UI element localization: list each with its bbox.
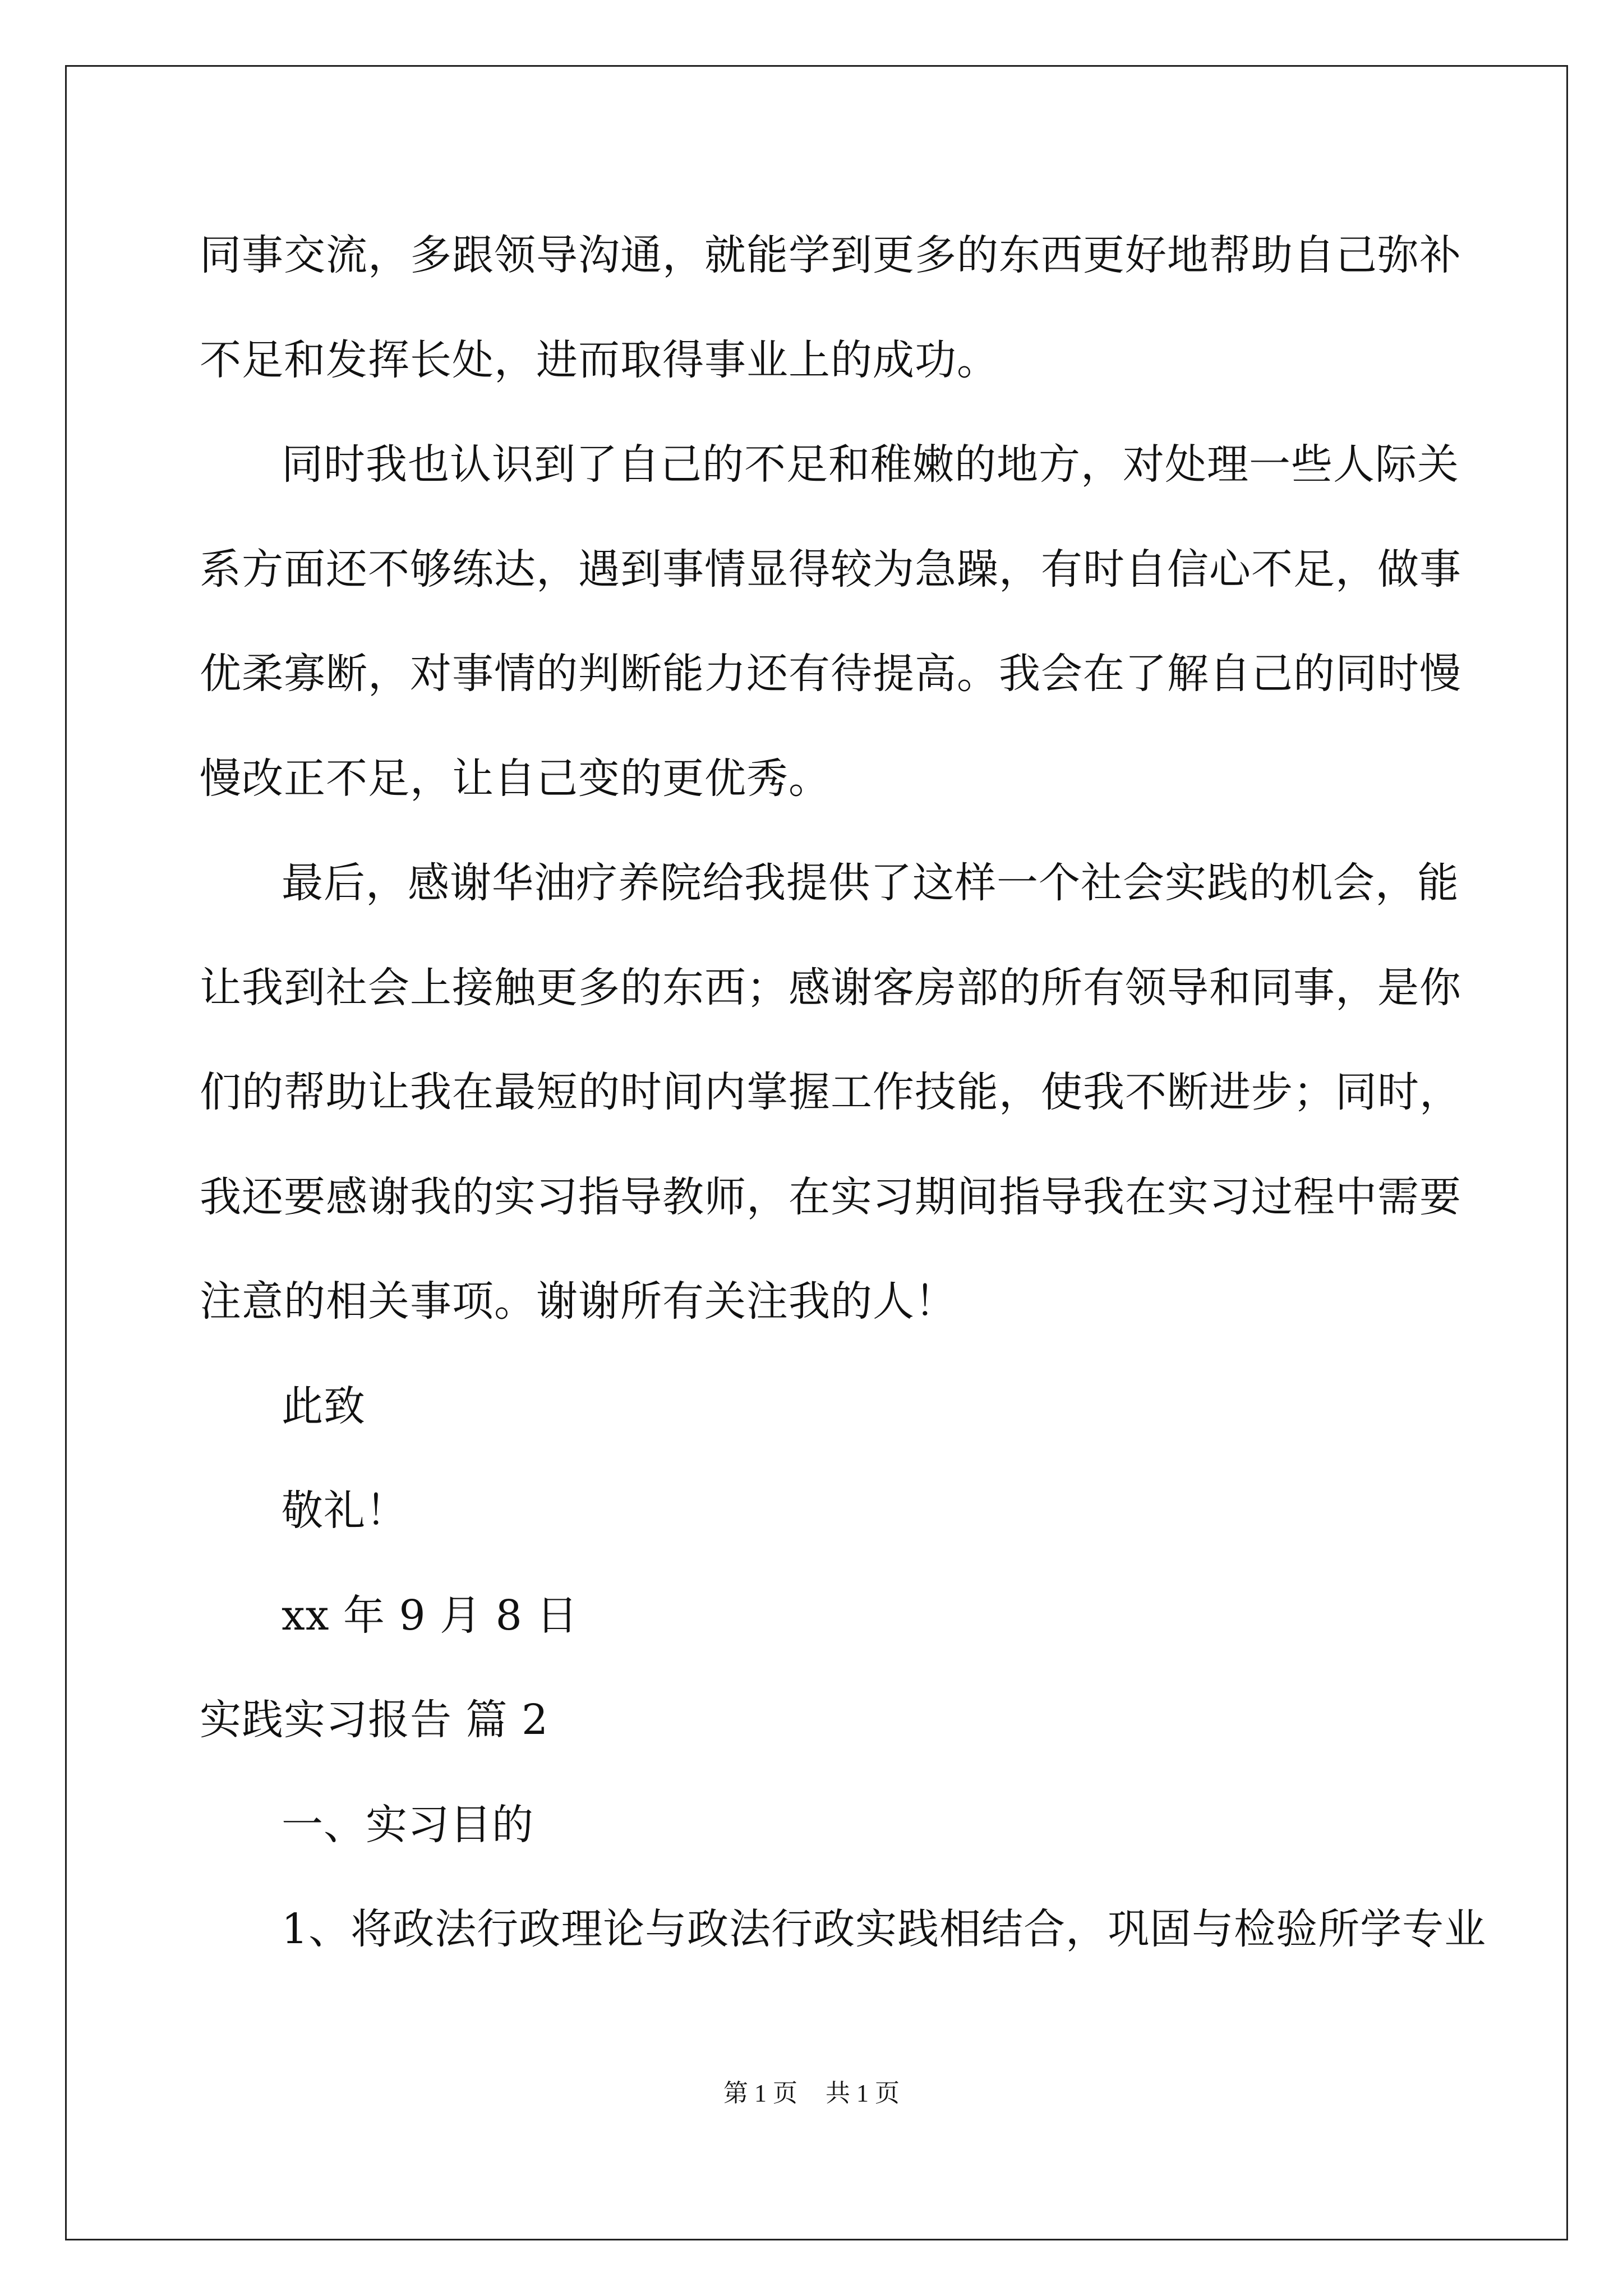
body-line: 系方面还不够练达，遇到事情显得较为急躁，有时自信心不足，做事 [200, 545, 1461, 593]
body-line: 慢改正不足，让自己变的更优秀。 [200, 754, 831, 803]
letter-date: xx 年 9 月 8 日 [282, 1591, 579, 1640]
body-line: 1、将政法行政理论与政法行政实践相结合，巩固与检验所学专业 [282, 1905, 1487, 1953]
body-line: 优柔寡断，对事情的判断能力还有待提高。我会在了解自己的同时慢 [200, 650, 1461, 698]
section-title: 实践实习报告 篇 2 [200, 1696, 549, 1744]
body-line: 让我到社会上接触更多的东西；感谢客房部的所有领导和同事，是你 [200, 964, 1461, 1012]
page-footer [0, 2077, 1623, 2110]
body-line: 们的帮助让我在最短的时间内掌握工作技能，使我不断进步；同时， [200, 1068, 1461, 1116]
closing-salutation: 此致 [282, 1382, 366, 1430]
closing-regards: 敬礼！ [282, 1487, 408, 1535]
body-line: 同事交流，多跟领导沟通，就能学到更多的东西更好地帮助自己弥补 [200, 231, 1461, 279]
body-line: 我还要感谢我的实习指导教师，在实习期间指导我在实习过程中需要 [200, 1173, 1461, 1221]
paragraph-start-line: 最后，感谢华油疗养院给我提供了这样一个社会实践的机会，能 [282, 859, 1459, 907]
page-number: 第 1 页 [723, 2079, 797, 2107]
body-line: 注意的相关事项。谢谢所有关注我的人！ [200, 1277, 957, 1326]
body-line: 不足和发挥长处，进而取得事业上的成功。 [200, 336, 999, 384]
section-heading: 一、实习目的 [282, 1801, 534, 1849]
page-total: 共 1 页 [826, 2079, 900, 2107]
paragraph-start-line: 同时我也认识到了自己的不足和稚嫩的地方，对处理一些人际关 [282, 440, 1459, 489]
